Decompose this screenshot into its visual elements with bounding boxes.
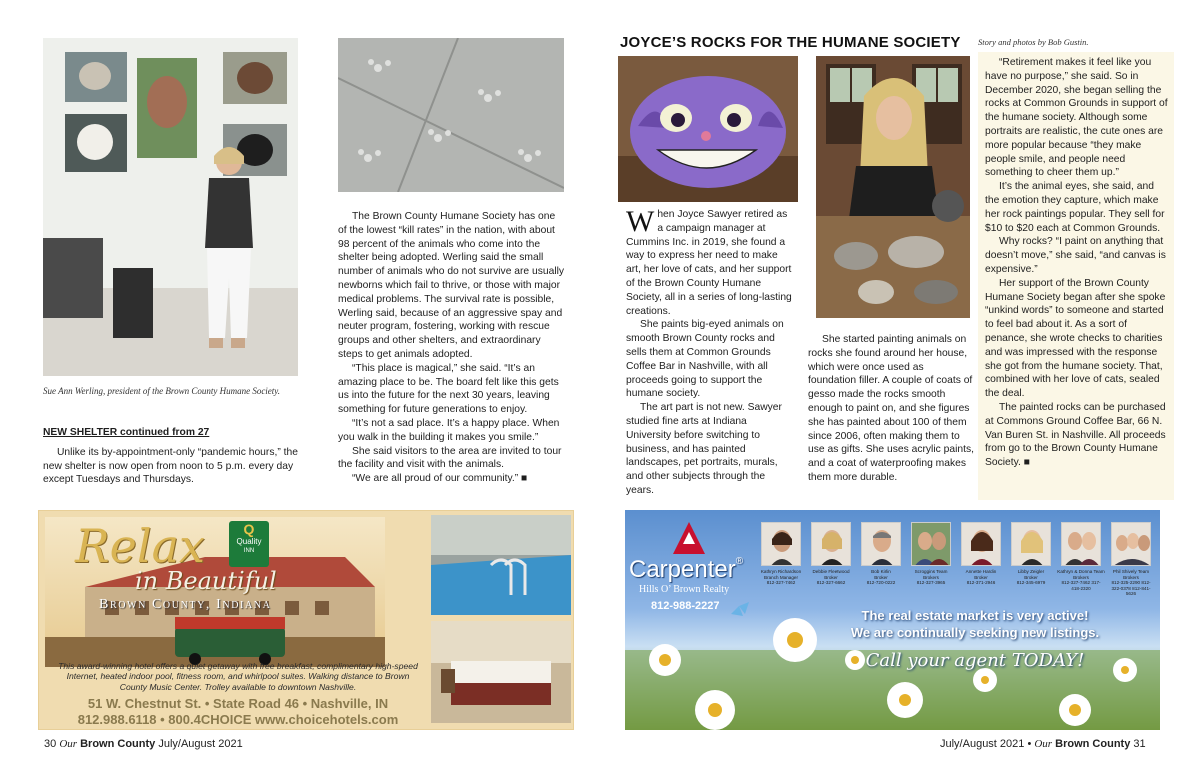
article-paragraph: She paints big-eyed animals on smooth Brown County rocks and sells them at Common Grounds Coffee Bar in Nashville, with all proceeds going to support the humane society. bbox=[626, 319, 784, 400]
agent-photo bbox=[1011, 522, 1051, 566]
agent-card bbox=[807, 522, 855, 586]
realty-tagline-1: The real estate market is very active! bbox=[861, 608, 1089, 623]
agent-photo bbox=[911, 522, 951, 566]
article-column-1 bbox=[626, 205, 794, 498]
agent-card bbox=[857, 522, 905, 586]
werling-photo-illustration bbox=[43, 38, 298, 376]
shelter-article-column bbox=[338, 210, 566, 486]
lead-paragraph-text: hen Joyce Sawyer retired as a campaign manager at Cummins Inc. in 2019, she found a way to express her need to make art, her love of cats, and her support of the Brown County Humane Society, all in a series of long-lasting creations. bbox=[626, 209, 792, 317]
agent-phone: 812-720-0222 bbox=[866, 580, 896, 586]
realty-phone[interactable]: 812-988-2227 bbox=[651, 600, 720, 612]
hotel-ad-script-subtitle: in Beautiful bbox=[135, 567, 277, 595]
paw-tile-illustration bbox=[338, 38, 564, 192]
agent-name: Bob Kirlin bbox=[871, 569, 891, 574]
werling-photo-caption: Sue Ann Werling, president of the Brown County Humane Society. bbox=[43, 386, 281, 396]
agent-role: Broker bbox=[974, 574, 988, 580]
realty-call-to-action: Call your agent TODAY! bbox=[865, 650, 1085, 671]
agent-role: Brokers bbox=[1123, 574, 1139, 580]
agent-phone: 812-327-3965 bbox=[916, 580, 946, 586]
hotel-ad-address: 51 W. Chestnut St. • State Road 46 • Nashville, IN bbox=[87, 696, 389, 711]
left-folio bbox=[44, 738, 243, 750]
realty-sub-brand: Hills O’ Brown Realty bbox=[639, 584, 730, 595]
right-folio: July/August 2021 • Our Brown County 31 bbox=[940, 738, 1146, 750]
article-paragraph: The Brown County Humane Society has one of the lowest “kill rates” in the nation, with about 98 percent of the animals who come into the shelter being adopted. Werling said the small number of animals who do not survive are usually newborns which fail to thrive, or those with major medical problems. The survival rate is possible, Werling said, because of an aggressive spay and neuter program, fostering, working with rescue groups and other shelters, and extraordinary steps to get animals adopted. bbox=[338, 211, 565, 360]
article-column-2 bbox=[808, 333, 974, 485]
article-paragraph: The art part is not new. Sawyer studied fine arts at Indiana University before switching to business, and has painted landscapes, pet portraits, murals, and other subjects through the years. bbox=[626, 402, 782, 496]
pool-photo-illustration bbox=[431, 515, 571, 615]
hotel-ad-location-banner: Brown County, Indiana bbox=[99, 597, 272, 612]
left-folio-issue: July/August 2021 bbox=[158, 738, 243, 750]
realty-tagline-2: We are continually seeking new listings. bbox=[850, 625, 1100, 640]
realty-brand-name: Carpenter bbox=[629, 556, 736, 583]
agent-phone: 812-327-7462 317-418-2320 bbox=[1061, 580, 1101, 591]
article-lead-paragraph bbox=[626, 205, 794, 318]
article-paragraph: She said visitors to the area are invited to tour the facility and visit with the animals. bbox=[338, 445, 562, 471]
continued-paragraph: Unlike its by-appointment-only “pandemic hours,” the new shelter is now open from noon to 5 p.m. every day except Tuesdays and Thursdays. bbox=[43, 446, 298, 486]
agent-phone: 812-327-7462 bbox=[766, 580, 796, 586]
bedroom-photo-illustration bbox=[431, 621, 571, 723]
agent-name: Kathryn Richardson bbox=[760, 569, 802, 574]
agent-name: Libby Zeigler bbox=[1017, 569, 1045, 574]
agent-photo bbox=[1061, 522, 1101, 566]
agent-phone: 812-345-6979 bbox=[1016, 580, 1046, 586]
agent-card bbox=[907, 522, 955, 586]
left-folio-brand-our: Our bbox=[59, 738, 78, 750]
article-headline: JOYCE’S ROCKS FOR THE HUMANE SOCIETY bbox=[620, 34, 961, 51]
agent-card bbox=[1107, 522, 1155, 597]
left-folio-number: 30 bbox=[44, 738, 57, 750]
right-folio-issue: July/August 2021 bbox=[940, 738, 1025, 750]
left-folio-brand-name: Brown County bbox=[80, 738, 156, 750]
agent-phone: 812-371-2946 bbox=[966, 580, 996, 586]
quality-inn-logo-line1: Quality bbox=[236, 537, 262, 546]
agent-card bbox=[1007, 522, 1055, 586]
agent-role: Broker bbox=[874, 574, 888, 580]
continued-section bbox=[43, 426, 309, 487]
article-column-3 bbox=[985, 56, 1169, 470]
article-paragraph: “It’s not a sad place. It’s a happy place. When you walk in the building it makes you smile.” bbox=[338, 417, 560, 443]
agent-role: Brokers bbox=[923, 574, 939, 580]
quality-inn-logo-line2: INN bbox=[243, 548, 255, 554]
agent-photo bbox=[761, 522, 801, 566]
agent-photo bbox=[861, 522, 901, 566]
drop-cap: W bbox=[626, 205, 655, 238]
agent-phone: 812-325-2290 812-322-0378 812-841-5626 bbox=[1111, 580, 1151, 597]
article-paragraph: Her support of the Brown County Humane Society began after she spoke “unkind words” to someone and started to feel bad about it. As a sort of penance, she wrote checks to charities and was impressed with the response she got from the humane society. That, combined with her love of cats, sealed the deal. bbox=[985, 277, 1166, 400]
hotel-ad[interactable] bbox=[38, 510, 574, 730]
article-paragraph: The painted rocks can be purchased at Commons Ground Coffee Bar, 66 N. Van Buren St. in Nashville. All proceeds from go to the Brown County Humane Society. ■ bbox=[985, 401, 1166, 469]
article-paragraph: “Retirement makes it feel like you have no purpose,” she said. So in December 2020, she began selling the rocks at Common Grounds in support of the humane society. Although some portraits are realistic, the cute ones are more popular because “they make people smile, and people need something to cheer them up.” bbox=[985, 57, 1168, 179]
agent-card bbox=[1057, 522, 1105, 591]
article-paragraph: Why rocks? “I paint on anything that doesn’t move,” she said, “and canvas is expensive.” bbox=[985, 236, 1166, 275]
agent-photo bbox=[811, 522, 851, 566]
joyce-sawyer-illustration bbox=[816, 56, 970, 318]
werling-photo bbox=[43, 38, 298, 376]
agent-name: Annette Hardin bbox=[965, 569, 997, 574]
quality-inn-logo-letter: Q bbox=[243, 521, 255, 537]
agent-role: Brokers bbox=[1073, 574, 1089, 580]
agent-role: Broker bbox=[1024, 574, 1038, 580]
agent-role: Broker bbox=[824, 574, 838, 580]
right-folio-brand-name: Brown County bbox=[1055, 738, 1131, 750]
hotel-ad-description: This award-winning hotel offers a quiet getaway with free breakfast, complimentary high-speed Internet, heated indoor pool, fitness room, and whirlpool suites. Walking distance to Brown County Music Center. Trolley available to downtown Nashville. bbox=[58, 661, 418, 692]
right-folio-brand-our: Our bbox=[1034, 738, 1053, 750]
agent-name: Debbie Fleetwood bbox=[812, 569, 850, 574]
agent-phone: 812-327-6662 bbox=[816, 580, 846, 586]
agent-name: Phil Shively Team bbox=[1112, 569, 1150, 574]
quality-inn-logo bbox=[229, 521, 269, 567]
right-folio-number: 31 bbox=[1133, 738, 1146, 750]
paw-tile-photo bbox=[338, 38, 564, 192]
carpenter-logo-icon bbox=[669, 518, 709, 558]
article-paragraph: “We are all proud of our community.” ■ bbox=[352, 473, 528, 485]
agent-name: Scroggins Team bbox=[914, 569, 948, 574]
cat-rock-photo bbox=[618, 56, 798, 202]
agent-photo bbox=[1111, 522, 1151, 566]
realty-ad[interactable] bbox=[625, 510, 1160, 730]
hotel-ad-contact: 812.988.6118 • 800.4CHOICE www.choicehotels.com bbox=[77, 712, 399, 727]
agent-name: Kathryn & Donna Team bbox=[1057, 569, 1105, 574]
hotel-ad-script-title: Relax bbox=[75, 519, 205, 573]
agent-photo bbox=[961, 522, 1001, 566]
butterfly-icon bbox=[731, 602, 749, 616]
cat-rock-illustration bbox=[618, 56, 798, 202]
agent-role: Branch Manager bbox=[764, 574, 798, 580]
continued-heading: NEW SHELTER continued from 27 bbox=[43, 427, 210, 438]
article-paragraph: She started painting animals on rocks she found around her house, which were once used as foundation filler. A couple of coats of gesso made the rocks smooth enough to paint on, and she figures she has painted about 100 of them since 2006, often making them to use as gifts. She uses acrylic paints, and a coat of waterproofing makes them more durable. bbox=[808, 334, 974, 483]
agent-card bbox=[757, 522, 805, 586]
realty-brand bbox=[629, 556, 743, 584]
article-byline: Story and photos by Bob Gustin. bbox=[978, 37, 1089, 47]
agent-card bbox=[957, 522, 1005, 586]
article-paragraph: “This place is magical,” she said. “It’s an amazing place to be. The board felt like this gets us into the future for the next 30 years, leaving something for future generations to enjoy. bbox=[338, 362, 559, 416]
article-paragraph: It’s the animal eyes, she said, and the emotion they capture, which make her rock paintings popular. They sell for $10 to $20 each at Common Grounds. bbox=[985, 181, 1165, 234]
joyce-sawyer-photo bbox=[816, 56, 970, 318]
realty-brand-tm: ® bbox=[735, 556, 744, 567]
